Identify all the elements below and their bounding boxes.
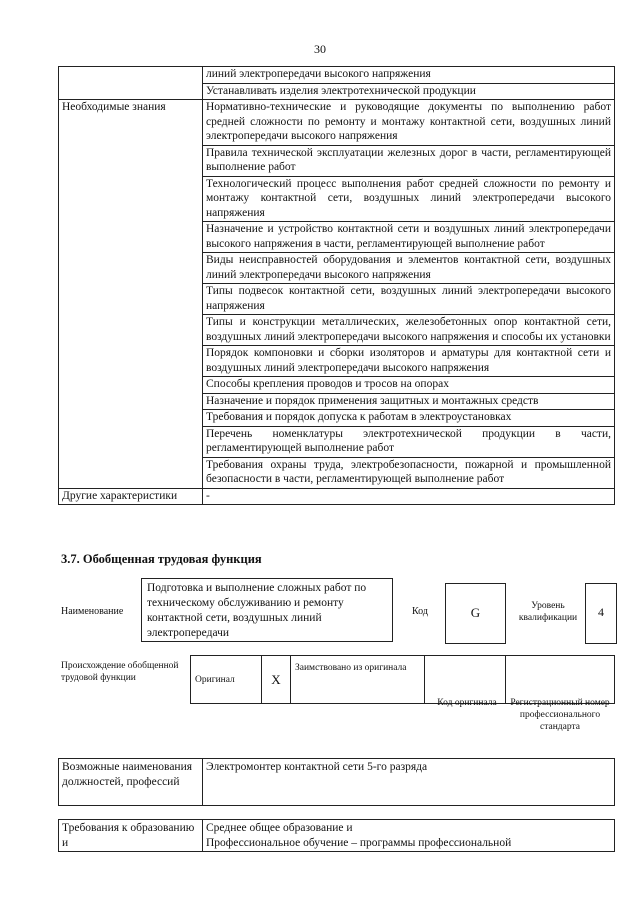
education-line-2: Профессиональное обучение – программы профессиональной — [206, 836, 512, 849]
row-value: Типы и конструкции металлических, железобетонных опор контактной сети, воздушных линий электропередачи высокого напряжения и способы их установки — [203, 315, 615, 346]
row-value: Виды неисправностей оборудования и элементов контактной сети, воздушных линий электропередачи высокого напряжения — [203, 253, 615, 284]
row-value: Требования и порядок допуска к работам в электроустановках — [203, 410, 615, 427]
code-label: Код — [412, 606, 428, 617]
code-value-box: G — [445, 583, 506, 644]
row-label — [59, 67, 203, 100]
education-line-1: Среднее общее образование и — [206, 822, 353, 834]
row-value: линий электропередачи высокого напряжения — [203, 67, 615, 84]
code-original-caption: Код оригинала — [437, 698, 497, 708]
education-table — [58, 819, 615, 852]
row-label: Необходимые знания — [59, 100, 203, 489]
row-label: Другие характеристики — [59, 488, 203, 505]
row-value: Типы подвесок контактной сети, воздушных линий электропередачи высокого напряжения — [203, 284, 615, 315]
row-value: Технологический процесс выполнения работ средней сложности по ремонту и монтажу контактной сети, воздушных линий электропередачи высокого напряжения — [203, 176, 615, 222]
borrowed-label: Заимствовано из оригинала — [291, 656, 425, 704]
row-value: Назначение и устройство контактной сети и воздушных линий электропередачи высокого напряжения в части, регламентирующей выполнение работ — [203, 222, 615, 253]
positions-label: Возможные наименования должностей, профессий — [59, 759, 203, 806]
positions-table — [58, 758, 615, 806]
page-number: 30 — [314, 42, 326, 56]
row-value: Требования охраны труда, электробезопасности, пожарной и промышленной безопасности в части, регламентирующей выполнение работ — [203, 457, 615, 488]
row-value: Устанавливать изделия электротехнической продукции — [203, 83, 615, 100]
row-value: Назначение и порядок применения защитных и монтажных средств — [203, 393, 615, 410]
positions-value: Электромонтер контактной сети 5-го разряда — [203, 759, 615, 806]
reg-number-caption: Регистрационный номер профессионального стандарта — [510, 698, 610, 732]
level-value-box: 4 — [585, 583, 617, 644]
origin-label: Происхождение обобщенной трудовой функции — [61, 661, 179, 683]
knowledge-table — [58, 66, 615, 505]
education-value — [203, 820, 615, 852]
original-label: Оригинал — [191, 656, 262, 704]
row-value: Нормативно-технические и руководящие документы по выполнению работ средней сложности по ремонту и монтажу контактной сети, воздушных линий электропередачи высокого напряжения — [203, 100, 615, 146]
function-name-box: Подготовка и выполнение сложных работ по техническому обслуживанию и ремонту контактной сети, воздушных линий электропередачи — [141, 578, 393, 642]
row-value: - — [203, 488, 615, 505]
section-title: 3.7. Обобщенная трудовая функция — [61, 552, 262, 566]
row-value: Порядок компоновки и сборки изоляторов и арматуры для контактной сети и воздушных линий электропередачи высокого напряжения — [203, 346, 615, 377]
table-row — [59, 67, 615, 84]
row-value: Перечень номенклатуры электротехнической продукции в части, регламентирующей выполнение работ — [203, 426, 615, 457]
name-label: Наименование — [61, 606, 124, 617]
row-value: Правила технической эксплуатации железных дорог в части, регламентирующей выполнение работ — [203, 145, 615, 176]
level-label: Уровень квалификации — [518, 601, 578, 623]
table-row — [59, 488, 615, 505]
education-label: Требования к образованию и — [59, 820, 203, 852]
row-value: Способы крепления проводов и тросов на опорах — [203, 377, 615, 394]
original-mark: X — [262, 656, 291, 704]
table-row — [59, 100, 615, 146]
